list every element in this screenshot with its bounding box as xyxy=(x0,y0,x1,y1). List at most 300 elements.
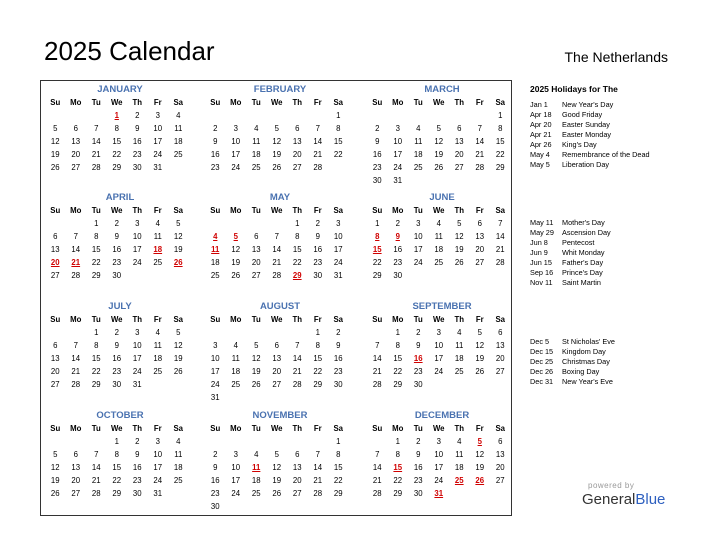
empty-cell xyxy=(246,500,267,513)
day-cell: 5 xyxy=(176,219,181,228)
day-cell: 1 xyxy=(395,328,400,337)
day-cell: 27 xyxy=(454,163,464,172)
day-cell: 23 xyxy=(132,150,142,159)
day-cell: 21 xyxy=(313,150,323,159)
day-cell: 6 xyxy=(73,450,78,459)
weekday-label: We xyxy=(432,206,445,215)
day-cell: 19 xyxy=(251,367,261,376)
generalblue-logo[interactable] xyxy=(582,491,665,508)
day-cell: 13 xyxy=(71,137,81,146)
day-cell: 1 xyxy=(375,219,380,228)
holiday-day: 4 xyxy=(213,232,218,241)
week-row xyxy=(45,135,195,148)
day-cell: 3 xyxy=(395,124,400,133)
day-cell: 9 xyxy=(416,341,421,350)
day-cell: 24 xyxy=(132,367,142,376)
day-cell: 14 xyxy=(91,137,101,146)
day-cell: 25 xyxy=(173,476,183,485)
day-cell: 30 xyxy=(393,271,403,280)
holiday-day: 20 xyxy=(50,258,60,267)
day-cell: 4 xyxy=(436,219,441,228)
month-july xyxy=(45,300,195,391)
empty-cell xyxy=(449,378,470,391)
day-cell: 8 xyxy=(114,450,119,459)
weekday-label: Mo xyxy=(230,315,242,324)
empty-cell xyxy=(287,326,308,339)
week-row xyxy=(45,352,195,365)
empty-cell xyxy=(66,217,87,230)
day-cell: 19 xyxy=(50,476,60,485)
day-cell: 31 xyxy=(153,489,163,498)
day-cell: 24 xyxy=(434,476,444,485)
day-cell: 4 xyxy=(233,341,238,350)
day-cell: 6 xyxy=(295,124,300,133)
weekday-label: Fr xyxy=(475,206,484,215)
day-cell: 3 xyxy=(135,328,140,337)
weekday-label: Mo xyxy=(70,206,82,215)
day-cell: 9 xyxy=(135,124,140,133)
holiday-list xyxy=(530,218,611,288)
day-cell: 2 xyxy=(213,450,218,459)
day-cell: 11 xyxy=(153,341,162,350)
week-row xyxy=(45,109,195,122)
day-cell: 27 xyxy=(495,367,505,376)
weekday-label: We xyxy=(110,206,123,215)
day-cell: 11 xyxy=(455,450,464,459)
holiday-name: Kingdom Day xyxy=(562,347,606,356)
day-cell: 24 xyxy=(434,367,444,376)
holiday-day: 31 xyxy=(434,489,444,498)
day-cell: 27 xyxy=(71,489,81,498)
week-row xyxy=(45,339,195,352)
week-row xyxy=(367,174,517,187)
day-cell: 27 xyxy=(50,380,60,389)
weekday-label: Sa xyxy=(333,206,344,215)
day-cell: 5 xyxy=(254,341,259,350)
empty-cell xyxy=(449,109,470,122)
empty-cell xyxy=(470,487,491,500)
empty-cell xyxy=(287,500,308,513)
holiday-row xyxy=(530,357,615,367)
weekday-label: Tu xyxy=(251,206,261,215)
day-cell: 13 xyxy=(292,137,302,146)
day-cell: 7 xyxy=(315,124,320,133)
holiday-date: May 4 xyxy=(530,150,550,159)
holiday-name: King's Day xyxy=(562,140,597,149)
day-cell: 27 xyxy=(292,163,302,172)
day-cell: 2 xyxy=(135,111,140,120)
day-cell: 28 xyxy=(372,380,382,389)
week-row xyxy=(205,256,355,269)
day-cell: 24 xyxy=(153,476,163,485)
week-row xyxy=(367,230,517,243)
day-cell: 18 xyxy=(173,137,183,146)
weekday-label: Tu xyxy=(251,315,261,324)
empty-cell xyxy=(226,435,247,448)
weekday-label: Su xyxy=(210,206,221,215)
day-cell: 15 xyxy=(333,137,343,146)
month-name: JULY xyxy=(108,301,132,312)
day-cell: 15 xyxy=(91,354,101,363)
day-cell: 10 xyxy=(231,137,241,146)
holiday-day: 15 xyxy=(393,463,403,472)
day-cell: 30 xyxy=(413,380,423,389)
holiday-day: 18 xyxy=(153,245,163,254)
weekday-label: Tu xyxy=(413,424,423,433)
day-cell: 27 xyxy=(71,163,81,172)
weekday-label: Fr xyxy=(313,315,322,324)
holiday-day: 11 xyxy=(211,245,220,254)
day-cell: 14 xyxy=(313,137,323,146)
weekday-label: Sa xyxy=(173,424,184,433)
week-row xyxy=(205,161,355,174)
day-cell: 4 xyxy=(254,450,259,459)
day-cell: 23 xyxy=(313,258,323,267)
month-january xyxy=(45,83,195,174)
week-row xyxy=(205,378,355,391)
weekday-label: Mo xyxy=(392,206,404,215)
month-name: FEBRUARY xyxy=(253,84,307,95)
holiday-name: Easter Monday xyxy=(562,130,612,139)
holiday-date: Dec 25 xyxy=(530,357,554,366)
day-cell: 30 xyxy=(413,489,423,498)
weekday-label: Sa xyxy=(333,98,344,107)
day-cell: 6 xyxy=(53,341,58,350)
month-april xyxy=(45,191,195,282)
empty-cell xyxy=(246,326,267,339)
day-cell: 5 xyxy=(53,124,58,133)
month-name: AUGUST xyxy=(259,301,301,312)
day-cell: 27 xyxy=(251,271,261,280)
day-cell: 26 xyxy=(50,489,60,498)
week-row xyxy=(367,461,517,474)
day-cell: 19 xyxy=(454,245,464,254)
week-row xyxy=(367,243,517,256)
week-row xyxy=(45,461,195,474)
weekday-label: Th xyxy=(454,206,465,215)
empty-cell xyxy=(168,269,189,282)
holiday-row xyxy=(530,218,611,228)
empty-cell xyxy=(267,326,288,339)
holiday-day: 16 xyxy=(413,354,423,363)
day-cell: 7 xyxy=(73,232,78,241)
day-cell: 16 xyxy=(393,245,403,254)
day-cell: 18 xyxy=(251,476,261,485)
day-cell: 4 xyxy=(254,124,259,133)
weekday-label: Th xyxy=(454,315,465,324)
day-cell: 4 xyxy=(176,111,181,120)
week-row xyxy=(205,352,355,365)
day-cell: 12 xyxy=(475,450,485,459)
day-cell: 22 xyxy=(372,258,382,267)
day-cell: 16 xyxy=(313,245,323,254)
weekday-label: Th xyxy=(292,206,303,215)
empty-cell xyxy=(408,269,429,282)
holiday-row xyxy=(530,140,650,150)
empty-cell xyxy=(267,109,288,122)
day-cell: 24 xyxy=(231,489,241,498)
day-cell: 24 xyxy=(132,258,142,267)
holiday-row xyxy=(530,377,615,387)
weekday-label: Tu xyxy=(413,98,423,107)
empty-cell xyxy=(388,109,409,122)
holiday-row xyxy=(530,278,611,288)
day-cell: 7 xyxy=(94,450,99,459)
empty-cell xyxy=(45,326,66,339)
holiday-row xyxy=(530,120,650,130)
day-cell: 11 xyxy=(174,450,183,459)
day-cell: 26 xyxy=(231,271,241,280)
week-row xyxy=(205,448,355,461)
day-cell: 1 xyxy=(94,219,99,228)
day-cell: 10 xyxy=(413,232,423,241)
day-cell: 17 xyxy=(413,245,423,254)
week-row xyxy=(205,230,355,243)
weekday-label: Th xyxy=(132,98,143,107)
empty-cell xyxy=(267,217,288,230)
day-cell: 9 xyxy=(213,137,218,146)
empty-cell xyxy=(246,217,267,230)
day-cell: 22 xyxy=(112,476,122,485)
day-cell: 5 xyxy=(477,328,482,337)
day-cell: 12 xyxy=(50,137,60,146)
day-cell: 18 xyxy=(231,367,241,376)
day-cell: 23 xyxy=(132,476,142,485)
week-row xyxy=(367,326,517,339)
empty-cell xyxy=(470,269,491,282)
week-row xyxy=(45,243,195,256)
day-cell: 22 xyxy=(393,367,403,376)
weekday-label: Mo xyxy=(70,424,82,433)
weekday-label: Su xyxy=(50,206,61,215)
country-label: The Netherlands xyxy=(564,49,668,65)
day-cell: 12 xyxy=(173,341,183,350)
day-cell: 15 xyxy=(112,137,122,146)
day-cell: 21 xyxy=(313,476,323,485)
day-cell: 14 xyxy=(372,463,382,472)
day-cell: 6 xyxy=(477,219,482,228)
weekday-label: Th xyxy=(292,98,303,107)
day-cell: 5 xyxy=(176,328,181,337)
month-march xyxy=(367,83,517,187)
day-cell: 26 xyxy=(454,258,464,267)
weekday-label: Tu xyxy=(91,98,101,107)
holidays-title: 2025 Holidays for The xyxy=(530,84,618,94)
weekday-label: Fr xyxy=(475,315,484,324)
holiday-row xyxy=(530,150,650,160)
day-cell: 14 xyxy=(495,232,505,241)
day-cell: 29 xyxy=(112,489,122,498)
day-cell: 3 xyxy=(155,111,160,120)
empty-cell xyxy=(168,487,189,500)
day-cell: 20 xyxy=(71,150,81,159)
day-cell: 22 xyxy=(313,367,323,376)
day-cell: 20 xyxy=(272,367,282,376)
week-row xyxy=(45,148,195,161)
week-row xyxy=(367,352,517,365)
weekday-label: Th xyxy=(132,424,143,433)
week-row xyxy=(367,269,517,282)
day-cell: 27 xyxy=(475,258,485,267)
week-row xyxy=(205,391,355,404)
day-cell: 14 xyxy=(313,463,323,472)
day-cell: 10 xyxy=(153,124,163,133)
weekday-label: Sa xyxy=(495,206,506,215)
day-cell: 2 xyxy=(416,328,421,337)
holiday-name: Ascension Day xyxy=(562,228,611,237)
holiday-row xyxy=(530,347,615,357)
weekday-header xyxy=(205,97,355,109)
holiday-name: Saint Martin xyxy=(562,278,601,287)
day-cell: 13 xyxy=(251,245,261,254)
weekday-header xyxy=(45,423,195,435)
empty-cell xyxy=(66,109,87,122)
day-cell: 4 xyxy=(416,124,421,133)
week-row xyxy=(367,365,517,378)
weekday-label: Th xyxy=(454,424,465,433)
empty-cell xyxy=(490,269,511,282)
day-cell: 2 xyxy=(336,328,341,337)
day-cell: 25 xyxy=(153,258,163,267)
month-name: SEPTEMBER xyxy=(412,301,472,312)
day-cell: 29 xyxy=(495,163,505,172)
day-cell: 23 xyxy=(393,258,403,267)
empty-cell xyxy=(308,500,329,513)
day-cell: 10 xyxy=(434,450,444,459)
day-cell: 23 xyxy=(210,489,220,498)
month-name: OCTOBER xyxy=(96,410,144,421)
day-cell: 7 xyxy=(295,341,300,350)
weekday-label: Sa xyxy=(173,315,184,324)
day-cell: 25 xyxy=(251,163,261,172)
day-cell: 10 xyxy=(132,341,142,350)
day-cell: 25 xyxy=(413,163,423,172)
weekday-label: Sa xyxy=(173,206,184,215)
weekday-label: Mo xyxy=(230,424,242,433)
day-cell: 25 xyxy=(231,380,241,389)
day-cell: 4 xyxy=(155,219,160,228)
empty-cell xyxy=(287,391,308,404)
day-cell: 10 xyxy=(231,463,241,472)
day-cell: 8 xyxy=(114,124,119,133)
holiday-day: 5 xyxy=(477,437,482,446)
holiday-list xyxy=(530,337,615,387)
day-cell: 7 xyxy=(274,232,279,241)
day-cell: 6 xyxy=(457,124,462,133)
week-row xyxy=(45,448,195,461)
empty-cell xyxy=(367,326,388,339)
day-cell: 16 xyxy=(333,354,343,363)
week-row xyxy=(367,448,517,461)
week-row xyxy=(367,161,517,174)
month-february xyxy=(205,83,355,174)
day-cell: 19 xyxy=(434,150,444,159)
day-cell: 10 xyxy=(393,137,403,146)
empty-cell xyxy=(429,174,450,187)
weekday-label: We xyxy=(110,315,123,324)
day-cell: 18 xyxy=(251,150,261,159)
empty-cell xyxy=(308,435,329,448)
weekday-label: Su xyxy=(372,206,383,215)
day-cell: 20 xyxy=(251,258,261,267)
day-cell: 9 xyxy=(416,450,421,459)
day-cell: 17 xyxy=(153,137,163,146)
holiday-name: Pentecost xyxy=(562,238,595,247)
week-row xyxy=(205,217,355,230)
day-cell: 14 xyxy=(91,463,101,472)
day-cell: 25 xyxy=(153,367,163,376)
week-row xyxy=(45,217,195,230)
holiday-date: Dec 15 xyxy=(530,347,554,356)
holiday-date: May 29 xyxy=(530,228,554,237)
empty-cell xyxy=(449,269,470,282)
empty-cell xyxy=(205,435,226,448)
empty-cell xyxy=(226,391,247,404)
day-cell: 4 xyxy=(457,437,462,446)
day-cell: 29 xyxy=(91,380,101,389)
day-cell: 17 xyxy=(132,354,142,363)
week-row xyxy=(205,326,355,339)
day-cell: 26 xyxy=(434,163,444,172)
empty-cell xyxy=(429,109,450,122)
week-row xyxy=(367,148,517,161)
week-row xyxy=(367,217,517,230)
day-cell: 29 xyxy=(112,163,122,172)
day-cell: 24 xyxy=(393,163,403,172)
day-cell: 25 xyxy=(251,489,261,498)
day-cell: 11 xyxy=(434,232,443,241)
weekday-label: Tu xyxy=(413,315,423,324)
day-cell: 22 xyxy=(292,258,302,267)
day-cell: 20 xyxy=(454,150,464,159)
weekday-label: Sa xyxy=(333,424,344,433)
weekday-header xyxy=(205,314,355,326)
holiday-date: Dec 26 xyxy=(530,367,554,376)
day-cell: 22 xyxy=(393,476,403,485)
day-cell: 13 xyxy=(272,354,282,363)
day-cell: 8 xyxy=(295,232,300,241)
day-cell: 22 xyxy=(495,150,505,159)
weekday-label: Tu xyxy=(251,98,261,107)
day-cell: 19 xyxy=(475,354,485,363)
day-cell: 28 xyxy=(91,163,101,172)
day-cell: 19 xyxy=(475,463,485,472)
week-row xyxy=(205,435,355,448)
day-cell: 20 xyxy=(495,463,505,472)
empty-cell xyxy=(246,391,267,404)
day-cell: 2 xyxy=(213,124,218,133)
day-cell: 29 xyxy=(333,489,343,498)
weekday-label: Fr xyxy=(153,424,162,433)
day-cell: 14 xyxy=(71,354,81,363)
day-cell: 28 xyxy=(91,489,101,498)
day-cell: 24 xyxy=(210,380,220,389)
weekday-label: Fr xyxy=(475,424,484,433)
day-cell: 18 xyxy=(454,354,464,363)
day-cell: 1 xyxy=(336,437,341,446)
day-cell: 18 xyxy=(454,463,464,472)
month-september xyxy=(367,300,517,391)
day-cell: 11 xyxy=(455,341,464,350)
weekday-label: We xyxy=(432,424,445,433)
holiday-name: St Nicholas' Eve xyxy=(562,337,615,346)
day-cell: 31 xyxy=(393,176,403,185)
day-cell: 11 xyxy=(414,137,423,146)
day-cell: 2 xyxy=(315,219,320,228)
day-cell: 11 xyxy=(153,232,162,241)
day-cell: 28 xyxy=(71,271,81,280)
day-cell: 12 xyxy=(173,232,183,241)
